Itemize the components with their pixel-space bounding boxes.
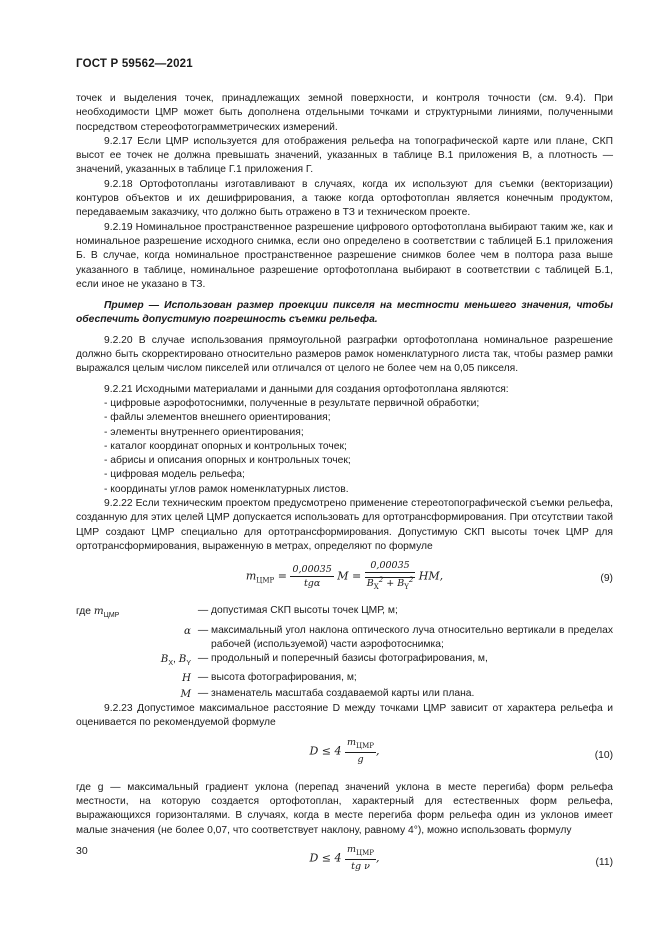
formula-11 (76, 844, 613, 884)
definition-row: $B_X$, $B_Y$ — продольный и поперечный базисы фотографирования, м, (160, 653, 488, 668)
definition-row: M — знаменатель масштаба создаваемой карты или плана. (180, 687, 475, 700)
definition-row: α — максимальный угол наклона оптического луча относительно вертикали в пределах рабочей (используемой) части аэрофотоснимка; (184, 624, 613, 650)
list-item: - цифровые аэрофотоснимки, полученные в результате первичной обработки; (104, 397, 480, 409)
definition-row: где $m_{ЦМР}$ — допустимая СКП высоты точек ЦМР, м; (76, 605, 398, 620)
definition-row: H — высота фотографирования, м; (182, 672, 357, 685)
paragraph-gradient-definition: где g — максимальный градиент уклона (перепад значений уклона в месте перегиба) форм рельефа местности, на которую создается ортофотоплан, характерный для естественных форм рельефа, выражающихся горизонталями. В случаях, когда в месте перегиба форм рельефа один из уклонов имеет малые значения (не более 0,07, что соответствует наклону, равному 4°), можно использовать формулу (76, 781, 613, 836)
equation-number: (10) (594, 749, 613, 761)
paragraph-9-2-18: 9.2.18 Ортофотопланы изготавливают в случаях, когда их используют для съемки (векторизации) контуров объектов и их дешифрирования, а также когда ортофотоплан является конечным продуктом, передаваемым заказчику, что должно быть отражено в ТЗ и техническом проекте. (76, 178, 613, 219)
paragraph-9-2-20: 9.2.20 В случае использования прямоугольной разграфки ортофотоплана номинальное разрешение должно быть скорректировано относительно размеров рамок номенклатурного листа так, чтобы размер рамки выражался целым числом пикселей или отличался от целого не более чем на 0,05 пикселя. (76, 334, 613, 375)
page-number: 30 (76, 845, 88, 857)
list-item: - абрисы и описания опорных и контрольных точек; (104, 455, 351, 467)
formula-9-expression: $m_{ЦМР}$ = $\frac{0,00035}{\text{tgα}}$ M = $\frac{0,00035}{B_X^2 + B_Y^2}$ HM, (245, 560, 444, 592)
formula-10-expression: D ≤ 4 $\frac{m_{ЦМР}}{g}$ , (309, 736, 380, 765)
list-item: - координаты углов рамок номенклатурных листов. (104, 483, 349, 495)
paragraph-9-2-21: 9.2.21 Исходными материалами и данными для создания ортофотоплана являются: (104, 383, 509, 395)
variable-definitions (76, 604, 613, 702)
example-note: Пример — Использован размер проекции пикселя на местности меньшего значения, чтобы обеспечить допустимую погрешность съемки рельефа. (76, 300, 613, 326)
paragraph-9-2-23: 9.2.23 Допустимое максимальное расстояние D между точками ЦМР зависит от характера рельефа и оценивается по рекомендуемой формуле (76, 703, 613, 729)
list-item: - каталог координат опорных и контрольных точек; (104, 440, 347, 452)
formula-11-expression: D ≤ 4 $\frac{m_{ЦМР}}{\text{tg ν}}$ , (309, 843, 380, 872)
source-materials-list (76, 397, 613, 497)
list-item: - элементы внутреннего ориентирования; (104, 426, 304, 438)
page-body (76, 92, 613, 888)
paragraph-9-2-17: 9.2.17 Если ЦМР используется для отображения рельефа на топографической карте или плане, СКП высот ее точек не должна превышать значений, указанных в таблице В.1 приложения В, а плотность — значений, указанных в таблице Г.1 приложения Г. (76, 135, 613, 176)
formula-10 (76, 737, 613, 777)
paragraph-9-2-22: 9.2.22 Если техническим проектом предусмотрено применение стереотопографической съемки рельефа, созданную для этих целей ЦМР допускается использовать для ортотрансформирования. При отсутствии такой ЦМР создают ЦМР специально для ортотрансформирования. Допустимую СКП высоты точек ЦМР для ортотрансформирования, выраженную в метрах, определяют по формуле (76, 498, 613, 552)
formula-9 (76, 560, 613, 600)
document-header: ГОСТ Р 59562—2021 (76, 58, 193, 70)
paragraph-9-2-19: 9.2.19 Номинальное пространственное разрешение цифрового ортофотоплана выбирают таким же, как и номинальное разрешение исходного снимка, если оно определено в соответствии с таблицей Б.1 приложения Б. В случае, когда номинальное пространственное разрешение снимков более чем в полтора раза выше указанного в таблице, номинальное разрешение ортофотоплана выбирают в соответствии с таблицей Б.1, если иное не указано в ТЗ. (76, 221, 613, 290)
paragraph: точек и выделения точек, принадлежащих земной поверхности, и контроля точности (см. 9.4). При необходимости ЦМР может быть дополнена отдельными точками и структурными линиями, полученными посредством стереофотограмметрических измерений. (76, 93, 613, 133)
list-item: - файлы элементов внешнего ориентирования; (104, 412, 331, 424)
equation-number: (9) (600, 573, 613, 585)
list-item: - цифровая модель рельефа; (104, 469, 245, 481)
equation-number: (11) (595, 856, 613, 868)
